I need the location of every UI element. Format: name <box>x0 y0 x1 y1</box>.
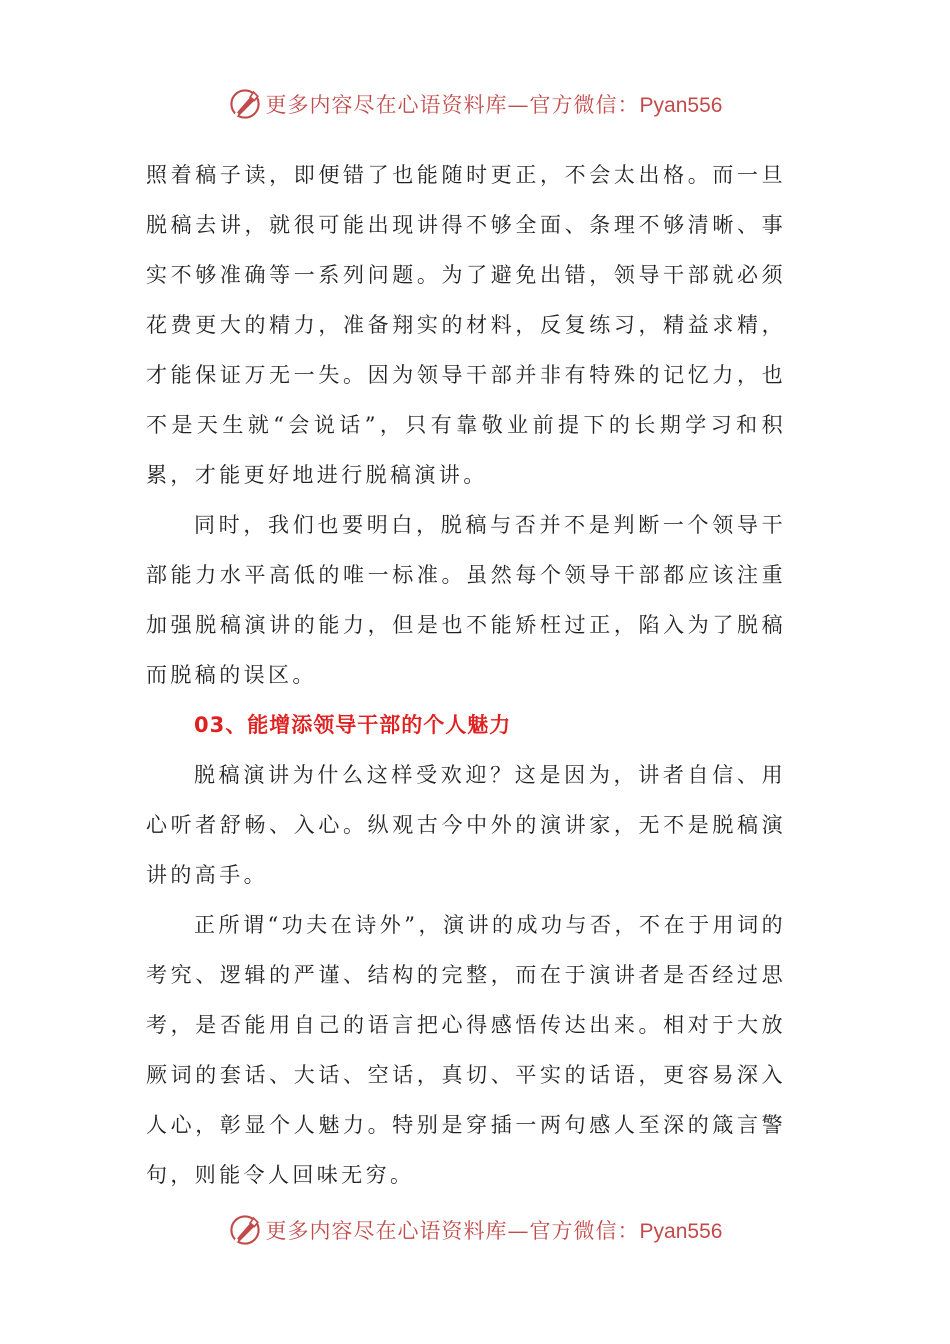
header-banner <box>0 84 950 124</box>
banner-text: 更多内容尽在心语资料库—官方微信：Pyan556 <box>265 1219 723 1243</box>
paragraph: 脱稿演讲为什么这样受欢迎？这是因为，讲者自信、用心听者舒畅、入心。纵观古今中外的演讲家，无不是脱稿演讲的高手。 <box>146 763 786 887</box>
paragraph: 正所谓“功夫在诗外”，演讲的成功与否，不在于用词的考究、逻辑的严谨、结构的完整，而在于演讲者是否经过思考，是否能用自己的语言把心得感悟传达出来。相对于大放厥词的套话、大话、空话，真切、平实的话语，更容易深入人心，彰显个人魅力。特别是穿插一两句感人至深的箴言警句，则能令人回味无穷。 <box>146 913 786 1187</box>
pen-nib-logo-icon <box>228 1213 262 1247</box>
document-body <box>146 150 786 1200</box>
section-heading: 03、能增添领导干部的个人魅力 <box>194 713 512 737</box>
wechat-id: Pyan556 <box>639 94 723 117</box>
paragraph: 同时，我们也要明白，脱稿与否并不是判断一个领导干部能力水平高低的唯一标准。虽然每个领导干部都应该注重加强脱稿演讲的能力，但是也不能矫枉过正，陷入为了脱稿而脱稿的误区。 <box>146 513 786 687</box>
pen-nib-logo-icon <box>228 87 262 121</box>
banner-text: 更多内容尽在心语资料库—官方微信：Pyan556 <box>265 93 723 117</box>
paragraph: 照着稿子读，即便错了也能随时更正，不会太出格。而一旦脱稿去讲，就很可能出现讲得不够全面、条理不够清晰、事实不够准确等一系列问题。为了避免出错，领导干部就必须花费更大的精力，准备翔实的材料，反复练习，精益求精，才能保证万无一失。因为领导干部并非有特殊的记忆力，也不是天生就“会说话”，只有靠敬业前提下的长期学习和积累，才能更好地进行脱稿演讲。 <box>146 163 786 487</box>
footer-banner <box>0 1210 950 1250</box>
wechat-id: Pyan556 <box>639 1220 723 1243</box>
